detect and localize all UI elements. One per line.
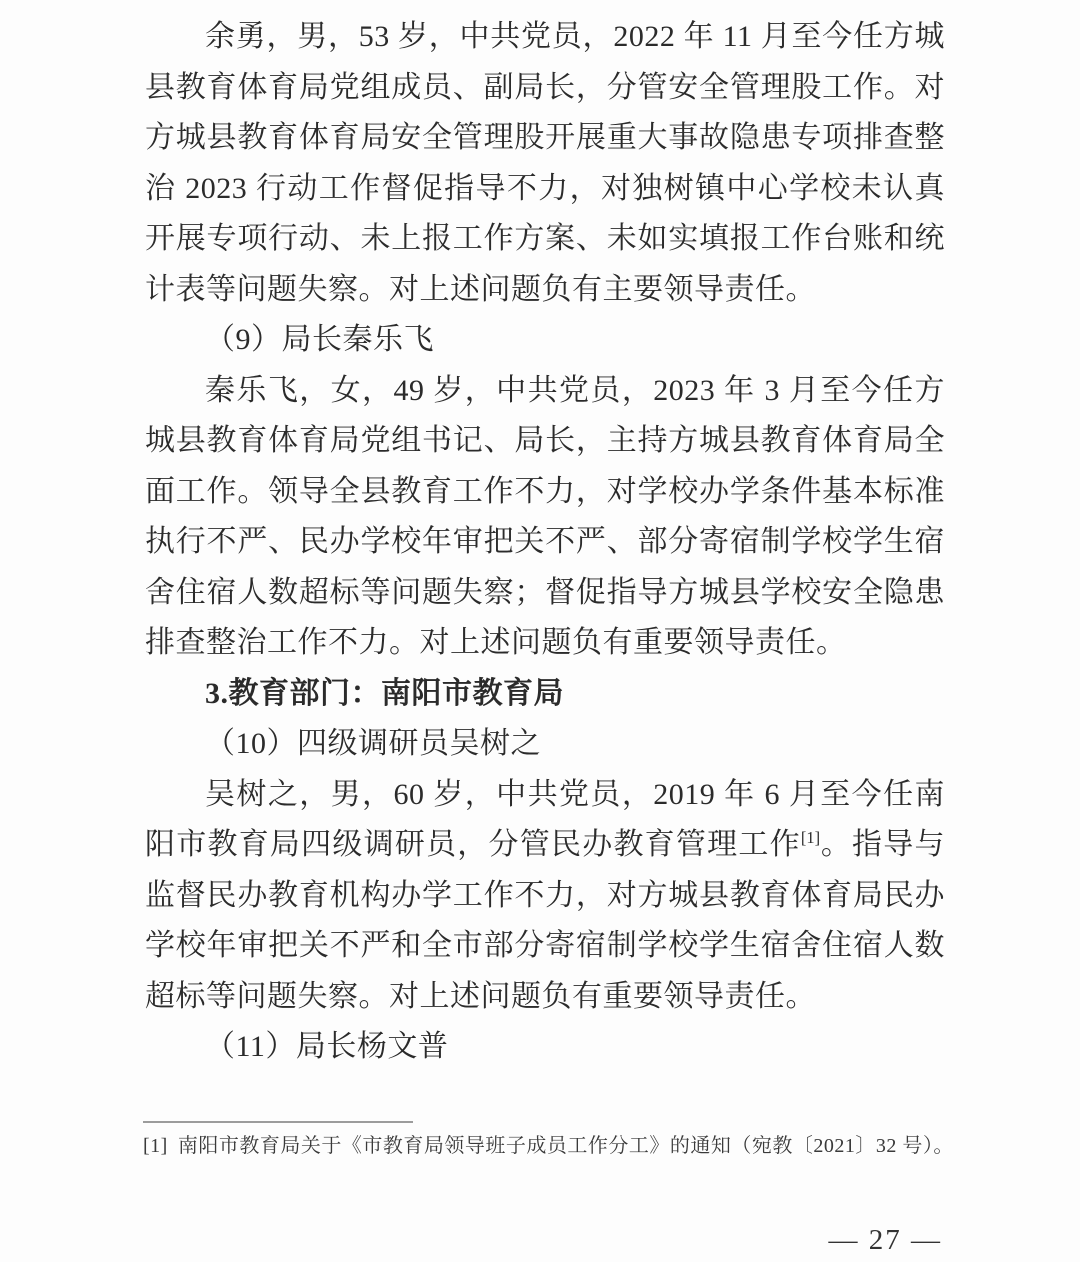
subheading-item-10: （10）四级调研员吴树之	[205, 727, 541, 760]
paragraph-yu-yong-bio: 余勇，男，53 岁，中共党员，2022 年 11 月至今任方城县教育体育局党组成员、副局长，分管安全管理股工作。对方城县教育体育局安全管理股开展重大事故隐患专项排查整治 2023 行动工作督促指导不力，对独树镇中心学校未认真开展专项行动、未上报工作方案、未如实填报工作台账和统计表等问题失察。对上述问题负有主要领导责任。	[145, 20, 945, 306]
subheading-item-11: （11）局长杨文普	[205, 1030, 449, 1063]
paragraph-qin-lefei-bio: 秦乐飞，女，49 岁，中共党员，2023 年 3 月至今任方城县教育体育局党组书记、局长，主持方城县教育体育局全面工作。领导全县教育工作不力，对学校办学条件基本标准执行不严、民办学校年审把关不严、部分寄宿制学校学生宿舍住宿人数超标等问题失察；督促指导方城县学校安全隐患排查整治工作不力。对上述问题负有重要领导责任。	[145, 373, 945, 659]
paragraph-wu-shuzhi-text-before: 吴树之，男，60 岁，中共党员，2019 年 6 月至今任南阳市教育局四级调研员，分管民办教育管理工作	[145, 777, 945, 861]
footnote	[143, 1131, 973, 1161]
footnote-marker: [1]	[143, 1135, 168, 1157]
subheading-item-9: （9）局长秦乐飞	[205, 323, 434, 356]
paragraph-wu-shuzhi-text-after: 。指导与监督民办教育机构办学工作不力，对方城县教育体育局民办学校年审把关不严和全市部分寄宿制学校学生宿舍住宿人数超标等问题失察。对上述问题负有重要领导责任。	[145, 828, 946, 1013]
section-heading-education-dept: 3.教育部门：南阳市教育局	[205, 676, 564, 710]
document-body	[145, 12, 945, 1073]
footnote-divider-rule	[143, 1121, 413, 1123]
paragraph-wu-shuzhi-bio	[145, 770, 945, 1023]
page-number: — 27 —	[828, 1224, 942, 1256]
footnote-text: 南阳市教育局关于《市教育局领导班子成员工作分工》的通知（宛教〔2021〕32 号）。	[177, 1135, 954, 1157]
footnote-reference-mark: [1]	[800, 828, 821, 847]
